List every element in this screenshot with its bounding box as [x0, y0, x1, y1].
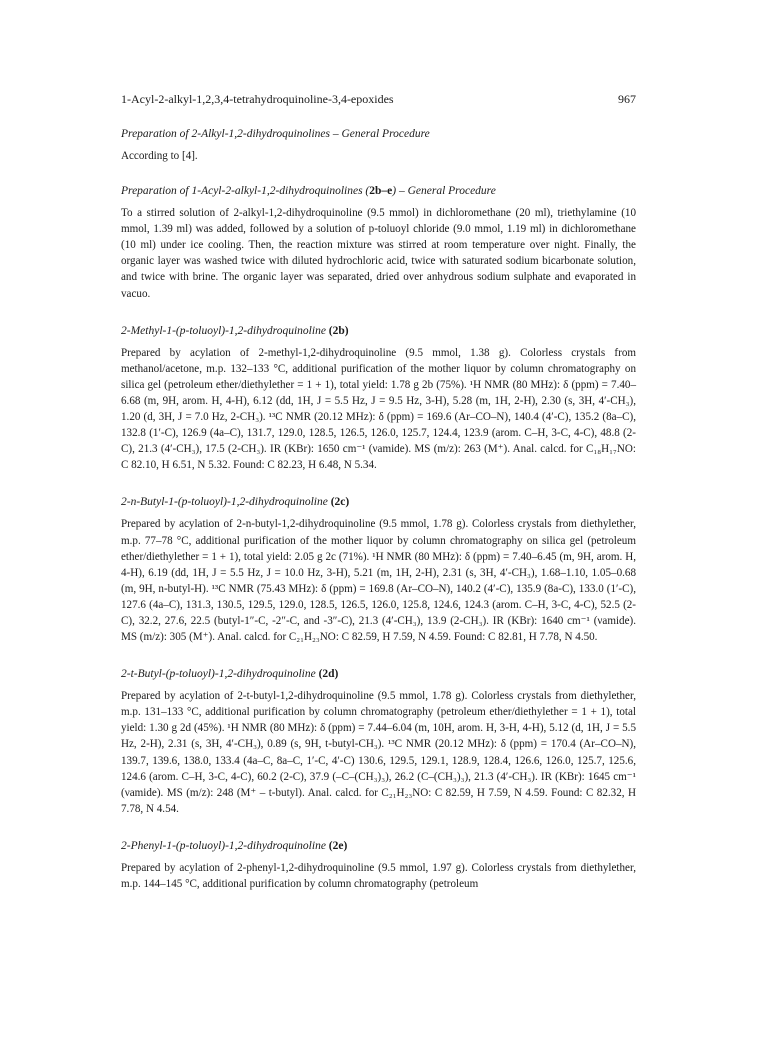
section-general-procedure-dihydroquinolines — [121, 126, 636, 164]
section-text: Prepared by acylation of 2-t-butyl-1,2-dihydroquinoline (9.5 mmol, 1.78 g). Colorless crystals from diethylether, m.p. 131–133 °C, additional purification by column chromatography (petroleum ether/diethylether = 1 + 1), total yield: 1.30 g 2d (45%). ¹H NMR (80 MHz): δ (ppm) = 7.44–6.04 (m, 10H, arom. H, 3-H, 4-H), 5.12 (d, 1H, J = 5.5 Hz, 2-H), 2.31 (s, 3H, 4′-CH₃), 0.89 (s, 9H, t-butyl-CH₃). ¹³C NMR (20.12 MHz): δ (ppm) = 170.4 (Ar–CO–N), 139.7, 139.6, 138.0, 133.4 (4a–C, 8a–C, 1′-C, 4′-C) 130.6, 129.5, 129.1, 128.9, 128.4, 126.6, 126.0, 125.7, 125.6, 124.6 (arom. C–H, 3-C, 4-C), 60.2 (2-C), 37.9 (–C–(CH₃)₃), 26.2 (C–(CH₃)₃), 21.3 (4′-CH₃). IR (KBr): 1645 cm⁻¹ (νamide). MS (m/z): 248 (M⁺ – t-butyl). Anal. calcd. for C₂₁H₂₃NO: C 82.59, H 7.59, N 4.59. Found: C 82.32, H 7.78, N 4.54. — [121, 690, 636, 815]
section-text: Prepared by acylation of 2-n-butyl-1,2-dihydroquinoline (9.5 mmol, 1.78 g). Colorless crystals from diethylether, m.p. 77–78 °C, additional purification of the mother liquor by column chromatography on silica gel (petroleum ether/diethylether = 1 + 1), total yield: 2.05 g 2c (71%). ¹H NMR (80 MHz): δ (ppm) = 7.40–6.45 (m, 9H, arom. H, 4-H), 6.19 (dd, 1H, J = 5.5 Hz, J = 10.0 Hz, 3-H), 5.21 (m, 1H, 2-H), 2.31 (s, 3H, 4′-CH₃), 1.68–1.10, 1.05–0.68 (m, 9H, n-butyl-H). ¹³C NMR (75.43 MHz): δ (ppm) = 169.8 (Ar–CO–N), 140.2 (4′-C), 135.9 (8a-C), 133.0 (1′-C), 127.6 (4a–C), 131.3, 130.5, 129.5, 129.0, 128.5, 126.5, 126.0, 125.8, 124.6, 124.3 (arom. C–H, 3-C, 4-C), 52.5 (2-C), 32.2, 27.6, 22.5 (butyl-1″-C, -2″-C, and -3″-C), 21.3 (4′-CH₃), 13.9 (2-CH₃). IR (KBr): 1640 cm⁻¹ (νamide). MS (m/z): 305 (M⁺). Anal. calcd. for C₂₁H₂₃NO: C 82.59, H 7.59, N 4.59. Found: C 82.81, H 7.78, N 4.50. — [121, 518, 636, 644]
section-heading: 2-Methyl-1-(p-toluoyl)-1,2-dihydroquinoline (2b) — [121, 324, 349, 337]
running-title: 1-Acyl-2-alkyl-1,2,3,4-tetrahydroquinoline-3,4-epoxides — [121, 92, 394, 106]
section-text: Prepared by acylation of 2-phenyl-1,2-dihydroquinoline (9.5 mmol, 1.97 g). Colorless crystals from diethylether, m.p. 144–145 °C, additional purification by column chromatography (petroleum — [121, 861, 636, 890]
section-compound-2c — [121, 494, 636, 645]
section-text: According to [4]. — [121, 150, 198, 162]
section-heading: 2-n-Butyl-1-(p-toluoyl)-1,2-dihydroquinoline (2c) — [121, 496, 350, 509]
page-header — [121, 92, 636, 107]
section-heading: 2-Phenyl-1-(p-toluoyl)-1,2-dihydroquinoline (2e) — [121, 839, 348, 852]
section-heading: Preparation of 1-Acyl-2-alkyl-1,2-dihydroquinolines (2b–e) – General Procedure — [121, 185, 496, 198]
section-compound-2e — [121, 838, 636, 892]
page-number: 967 — [618, 92, 636, 106]
section-text: To a stirred solution of 2-alkyl-1,2-dihydroquinoline (9.5 mmol) in dichloromethane (20 ml), triethylamine (10 mmol, 1.39 ml) was added, followed by a solution of p-toluoyl chloride (9.0 mmol, 1.19 ml) in dichloromethane (10 ml) under ice cooling. Then, the reaction mixture was stirred at room temperature over night. Finally, the organic layer was washed twice with diluted hydrochloric acid, twice with saturated sodium bicarbonate solution, and twice with brine. The organic layer was separated, dried over anhydrous sodium sulphate and evaporated in vacuo. — [121, 207, 636, 300]
section-general-procedure-acyl — [121, 183, 636, 302]
article-body — [121, 126, 636, 892]
section-compound-2b — [121, 323, 636, 474]
section-heading: Preparation of 2-Alkyl-1,2-dihydroquinolines – General Procedure — [121, 128, 430, 140]
section-compound-2d — [121, 666, 636, 817]
section-heading: 2-t-Butyl-(p-toluoyl)-1,2-dihydroquinoline (2d) — [121, 668, 339, 681]
section-text: Prepared by acylation of 2-methyl-1,2-dihydroquinoline (9.5 mmol, 1.38 g). Colorless crystals from methanol/acetone, m.p. 132–133 °C, additional purification of the mother liquor by column chromatography on silica gel (petroleum ether/diethylether = 1 + 1), total yield: 1.78 g 2b (75%). ¹H NMR (80 MHz): δ (ppm) = 7.40–6.68 (m, 9H, arom. H, 4-H), 6.12 (dd, 1H, J = 5.5 Hz, J = 9.5 Hz, 3-H), 5.28 (m, 1H, 2-H), 2.30 (s, 3H, 4′-CH₃), 1.20 (d, 3H, J = 7.0 Hz, 2-CH₃). ¹³C NMR (20.12 MHz): δ (ppm) = 169.6 (Ar–CO–N), 140.4 (4′-C), 135.2 (8a–C), 132.8 (1′-C), 126.9 (4a–C), 131.7, 129.0, 128.5, 126.5, 126.0, 125.7, 124.4, 123.9 (arom. C–H, 3-C, 4-C), 48.8 (2-C), 21.3 (4′-CH₃), 17.5 (2-CH₃). IR (KBr): 1650 cm⁻¹ (νamide). MS (m/z): 263 (M⁺). Anal. calcd. for C₁₈H₁₇NO: C 82.10, H 6.51, N 5.32. Found: C 82.23, H 6.48, N 5.34. — [121, 346, 636, 472]
